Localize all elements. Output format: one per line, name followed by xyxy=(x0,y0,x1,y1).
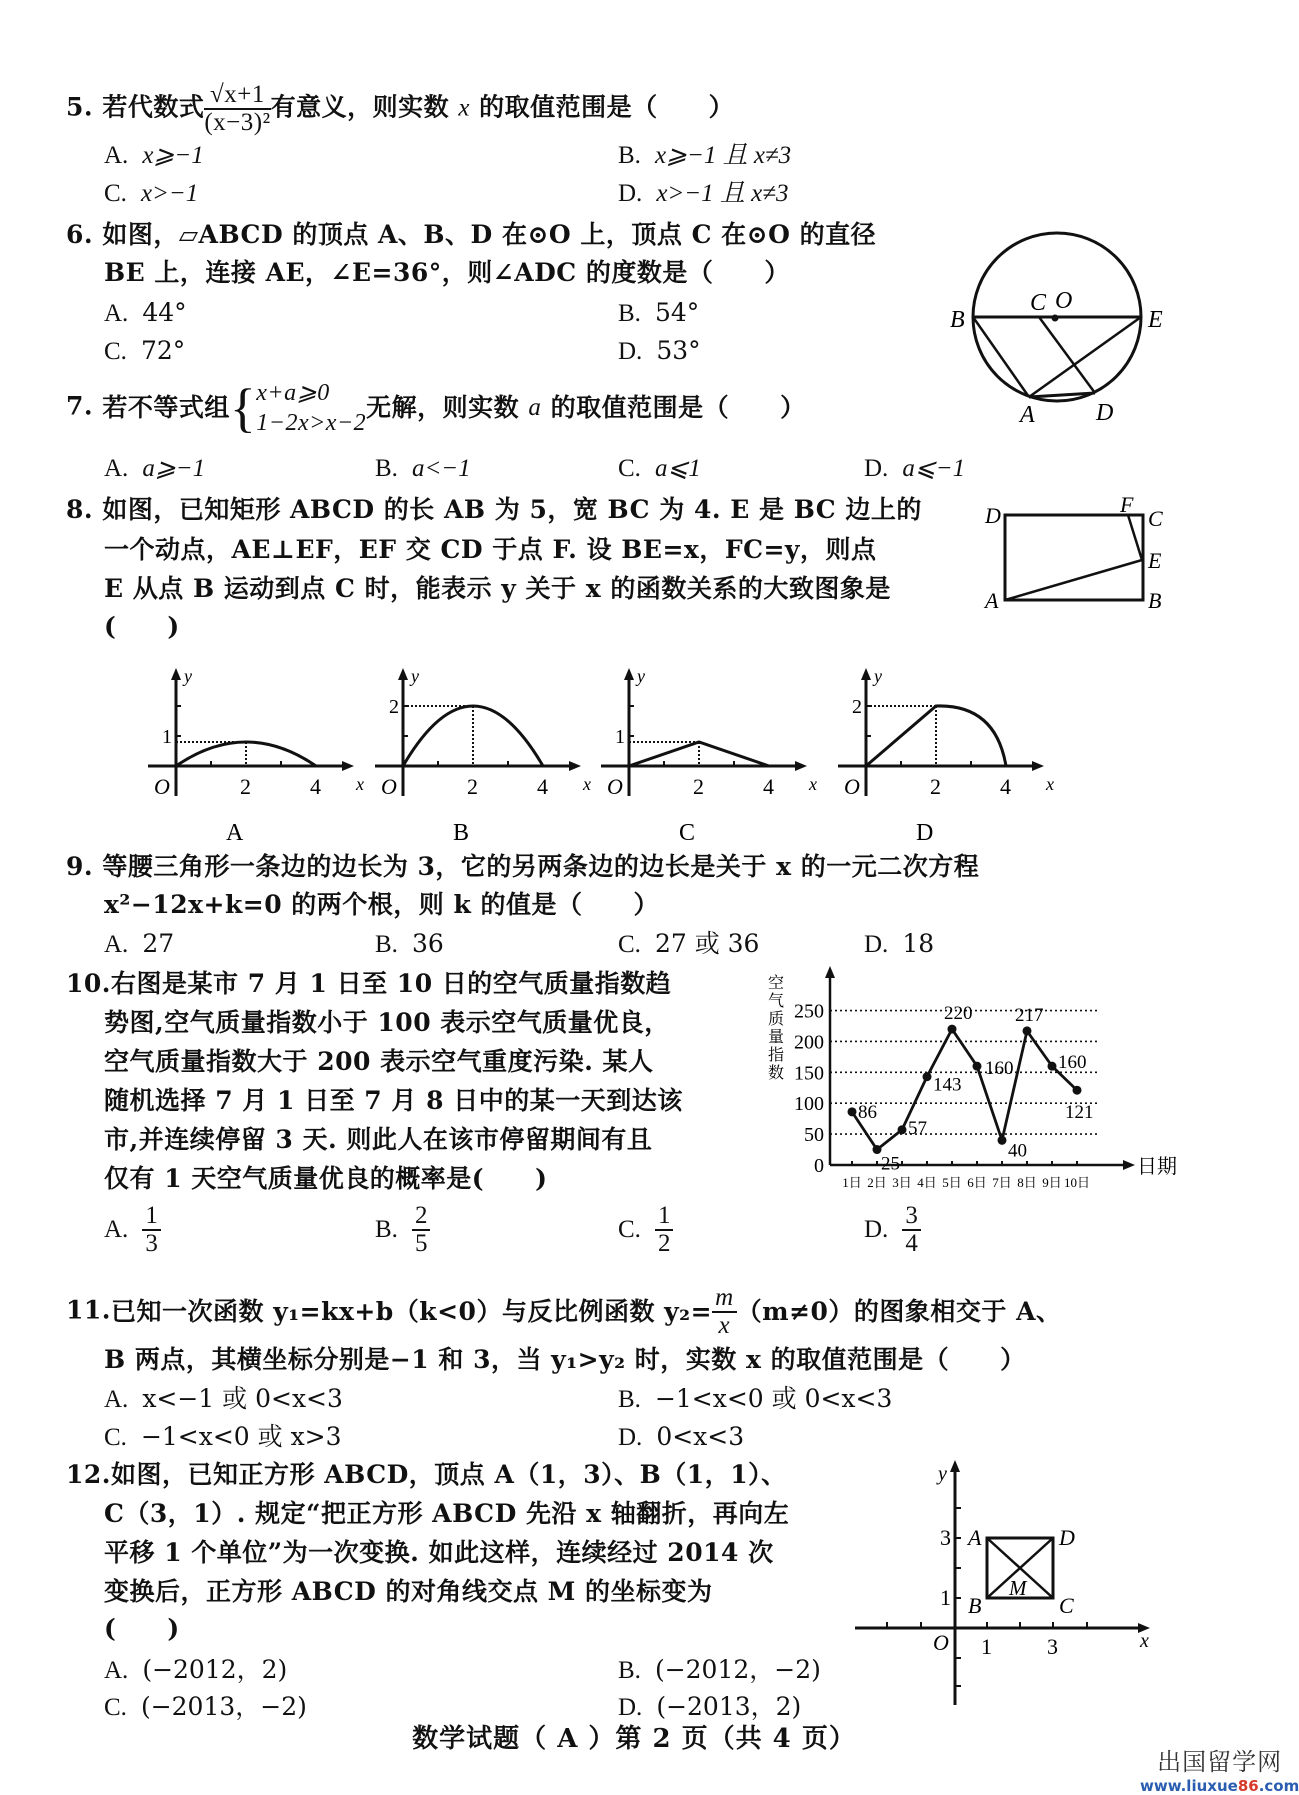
tick-label-x4: 4 xyxy=(310,774,321,799)
brace-icon: { xyxy=(229,378,257,438)
question-text: 有意义，则实数 xyxy=(270,92,450,122)
tick-label-origin: O xyxy=(607,774,623,799)
option-text: 27 或 36 xyxy=(654,929,760,958)
watermark-url-part: 86 xyxy=(1237,1777,1259,1795)
y-arrow-icon xyxy=(861,668,871,680)
option-text: x<−1 或 0<x<3 xyxy=(142,1384,343,1413)
data-label: 160 xyxy=(1058,1052,1087,1074)
option-graphs xyxy=(130,660,1110,850)
fraction-denominator: (x−3)² xyxy=(204,109,271,136)
option-b[interactable] xyxy=(375,1203,430,1257)
question-9 xyxy=(66,852,979,882)
option-label: C. xyxy=(104,1424,127,1451)
option-label: A. xyxy=(104,1216,129,1243)
x-tick-label: 5日 xyxy=(942,1175,962,1190)
option-label: B. xyxy=(618,1386,641,1413)
data-label: 143 xyxy=(933,1074,962,1096)
fraction-denominator: 2 xyxy=(657,1230,671,1257)
question-text: ( ) xyxy=(104,612,180,641)
graph-option-label: A xyxy=(226,820,244,846)
fraction xyxy=(142,1203,161,1257)
option-a[interactable] xyxy=(104,140,204,171)
option-text: 0<x<3 xyxy=(656,1422,745,1451)
option-label: B. xyxy=(375,931,398,958)
y-tick-label: 100 xyxy=(794,1093,824,1116)
option-label: D. xyxy=(618,338,643,365)
option-a[interactable] xyxy=(104,1655,287,1686)
data-point xyxy=(848,1107,857,1116)
watermark-url-part: www.liuxue xyxy=(1140,1777,1238,1795)
inequality-system xyxy=(230,378,366,438)
option-label: B. xyxy=(618,142,641,169)
question-text: BE 上，连接 AE，∠E=36°，则∠ADC 的度数是（ ） xyxy=(104,258,790,287)
x-tick-label: 1日 xyxy=(842,1175,862,1190)
tick-label-y3: 3 xyxy=(940,1525,951,1550)
option-b[interactable] xyxy=(618,1655,821,1686)
fraction-numerator: 3 xyxy=(902,1203,921,1231)
rectangle-figure xyxy=(985,492,1175,618)
graph-option-label: C xyxy=(679,820,696,846)
option-text: a⩽−1 xyxy=(902,455,966,482)
fraction-numerator: 1 xyxy=(142,1203,161,1231)
axis-label-y: y xyxy=(874,666,882,686)
option-b[interactable] xyxy=(618,1384,892,1415)
option-c[interactable] xyxy=(618,453,701,484)
graph-option-d xyxy=(838,666,1054,846)
option-text: −1<x<0 或 x>3 xyxy=(140,1422,342,1451)
tick-label-x4: 4 xyxy=(537,774,548,799)
question-text: 如图，已知矩形 ABCD 的长 AB 为 5，宽 BC 为 4. E 是 BC 边上的 xyxy=(102,495,922,524)
option-label: A. xyxy=(104,142,129,169)
option-text: a⩾−1 xyxy=(142,455,206,482)
option-d[interactable] xyxy=(864,453,965,484)
question-text: 变换后，正方形 ABCD 的对角线交点 M 的坐标变为 xyxy=(104,1577,713,1606)
question-number: 11. xyxy=(66,1295,111,1325)
label-d: D xyxy=(985,503,1001,528)
x-tick-label: 3日 xyxy=(892,1175,912,1190)
option-text: (−2013，2) xyxy=(656,1692,802,1721)
label-a: A xyxy=(1020,402,1035,428)
option-c[interactable] xyxy=(104,1422,342,1453)
question-text: 等腰三角形一条边的边长为 3，它的另两条边的边长是关于 x 的一元二次方程 xyxy=(102,852,980,881)
data-point xyxy=(973,1062,982,1071)
tick-label-x2: 2 xyxy=(693,774,704,799)
y-axis-label-char: 气 xyxy=(768,993,785,1010)
fraction-numerator: m xyxy=(712,1285,737,1313)
question-12 xyxy=(66,1460,787,1490)
question-text: B 两点，其横坐标分别是−1 和 3，当 y₁>y₂ 时，实数 x 的取值范围是（ ） xyxy=(104,1345,1026,1374)
fraction-denominator: 3 xyxy=(145,1230,158,1257)
label-e: E xyxy=(1148,548,1162,573)
tick-label-x1: 1 xyxy=(981,1634,992,1659)
fraction-numerator: 1 xyxy=(655,1203,674,1231)
option-label: C. xyxy=(104,180,127,207)
graph-option-a xyxy=(148,666,364,846)
y-tick-label: 0 xyxy=(814,1155,824,1177)
axis-label-x: x xyxy=(1140,1630,1149,1652)
option-a[interactable] xyxy=(104,453,205,484)
data-point xyxy=(1048,1062,1057,1071)
y-arrow-icon xyxy=(171,668,181,680)
question-text: 势图,空气质量指数小于 100 表示空气质量优良， xyxy=(104,1008,670,1037)
option-label: A. xyxy=(104,455,129,482)
label-d: D xyxy=(1096,400,1114,426)
question-number: 12. xyxy=(66,1460,111,1489)
option-text: 72° xyxy=(140,336,186,365)
aqi-line-chart xyxy=(760,962,1180,1202)
question-10 xyxy=(66,969,671,999)
axis-label-x: x xyxy=(356,774,364,794)
x-arrow-icon xyxy=(569,761,581,771)
watermark xyxy=(1140,1742,1299,1795)
label-o: O xyxy=(933,1630,949,1655)
series-line xyxy=(852,1029,1077,1149)
option-label: C. xyxy=(104,338,127,365)
page-footer: 数学试题（ A ）第 2 页（共 4 页） xyxy=(412,1724,856,1754)
option-label: C. xyxy=(618,455,641,482)
question-text: 随机选择 7 月 1 日至 7 月 8 日中的某一天到达该 xyxy=(104,1086,683,1115)
data-point xyxy=(948,1025,957,1034)
option-label: D. xyxy=(864,931,889,958)
question-text: 一个动点，AE⊥EF，EF 交 CD 于点 F. 设 BE=x，FC=y，则点 xyxy=(104,535,877,564)
question-text: 已知一次函数 y₁=kx+b（k<0）与反比例函数 y₂= xyxy=(111,1297,713,1326)
tick-label-x2: 2 xyxy=(930,774,941,799)
option-b[interactable] xyxy=(618,140,791,171)
question-8 xyxy=(66,495,922,525)
x-tick-label: 8日 xyxy=(1017,1175,1037,1190)
label-c: C xyxy=(1148,506,1163,531)
label-b: B xyxy=(1148,588,1162,613)
option-label: B. xyxy=(618,300,641,327)
question-7 xyxy=(66,378,806,438)
fraction xyxy=(655,1203,674,1257)
option-text: −1<x<0 或 0<x<3 xyxy=(654,1384,893,1413)
option-label: D. xyxy=(618,180,643,207)
x-tick-label: 4日 xyxy=(917,1175,937,1190)
option-label: B. xyxy=(618,1657,641,1684)
fraction-numerator: 2 xyxy=(412,1203,431,1231)
y-arrow-icon xyxy=(950,1460,960,1472)
y-arrow-icon xyxy=(624,668,634,680)
option-label: A. xyxy=(104,300,129,327)
inequality-row: 1−2x>x−2 xyxy=(256,410,367,436)
question-number: 6. xyxy=(66,220,94,249)
tick-label-y: 1 xyxy=(615,726,625,748)
label-b: B xyxy=(968,1593,982,1618)
question-text: 的取值范围是（ ） xyxy=(550,393,806,422)
option-a[interactable] xyxy=(104,1203,161,1257)
rectangle-abcd xyxy=(1005,515,1143,600)
option-c[interactable] xyxy=(104,178,198,209)
option-b[interactable] xyxy=(375,453,471,484)
question-number: 7. xyxy=(66,391,94,421)
tick-label-x2: 2 xyxy=(467,774,478,799)
label-b: B xyxy=(950,307,965,333)
tick-label-y: 1 xyxy=(162,726,172,748)
fraction-denominator: 5 xyxy=(414,1230,428,1257)
option-label: B. xyxy=(375,1216,398,1243)
x-tick-label: 7日 xyxy=(992,1175,1012,1190)
option-text: 53° xyxy=(656,336,701,365)
axis-label-x: x xyxy=(1046,774,1054,794)
variable: x xyxy=(458,94,470,122)
axis-label-y: y xyxy=(184,666,192,686)
data-label: 160 xyxy=(985,1058,1014,1080)
y-axis-label-char: 质 xyxy=(768,1011,785,1028)
question-number: 9. xyxy=(66,852,94,881)
tick-label-x4: 4 xyxy=(763,774,774,799)
label-a: A xyxy=(985,588,999,613)
question-text: 的取值范围是（ ） xyxy=(479,92,735,122)
y-tick-label: 200 xyxy=(794,1031,824,1054)
data-label: 217 xyxy=(1015,1004,1044,1026)
segment-ae xyxy=(1005,560,1142,600)
question-text: 空气质量指数大于 200 表示空气重度污染. 某人 xyxy=(104,1047,654,1076)
option-label: B. xyxy=(375,455,398,482)
option-text: a⩽1 xyxy=(654,455,701,482)
x-arrow-icon xyxy=(795,761,807,771)
option-text: x>−1 xyxy=(140,180,199,207)
axis-label-y: y xyxy=(411,666,419,686)
question-text: 右图是某市 7 月 1 日至 10 日的空气质量指数趋 xyxy=(111,969,672,998)
option-d[interactable] xyxy=(864,929,934,960)
center-point-o xyxy=(1052,315,1059,322)
label-c: C xyxy=(1059,1593,1074,1618)
label-d: D xyxy=(1059,1525,1075,1550)
y-axis-label-char: 指 xyxy=(768,1047,785,1064)
fraction-numerator: √x+1 xyxy=(204,82,270,110)
axis-label-x: x xyxy=(583,774,591,794)
option-d[interactable] xyxy=(618,336,701,367)
data-label: 25 xyxy=(881,1153,900,1175)
tick-label-origin: O xyxy=(154,774,170,799)
axis-label-x: x xyxy=(809,774,817,794)
y-axis-label-char: 量 xyxy=(768,1029,785,1046)
data-point xyxy=(1073,1086,1082,1095)
question-text: 无解，则实数 xyxy=(366,393,520,422)
data-point xyxy=(898,1125,907,1134)
question-6 xyxy=(66,220,876,250)
question-5 xyxy=(66,82,734,136)
option-c[interactable] xyxy=(618,929,759,960)
y-arrow-icon xyxy=(825,966,835,978)
option-label: A. xyxy=(104,1657,129,1684)
data-point xyxy=(998,1136,1007,1145)
option-d[interactable] xyxy=(618,1422,744,1453)
option-label: C. xyxy=(618,931,641,958)
y-axis-label xyxy=(768,974,784,1082)
graph-option-b xyxy=(375,666,591,846)
data-label: 220 xyxy=(944,1003,973,1025)
variable: a xyxy=(528,394,542,421)
option-text: x⩾−1 且 x≠3 xyxy=(654,142,792,169)
fraction xyxy=(412,1203,431,1257)
option-a[interactable] xyxy=(104,929,174,960)
x-tick-label: 9日 xyxy=(1042,1175,1062,1190)
question-text: 若不等式组 xyxy=(102,393,230,422)
label-o: O xyxy=(1055,288,1073,314)
data-label: 86 xyxy=(858,1101,877,1123)
segment-ba xyxy=(973,317,1029,397)
x-tick-label: 2日 xyxy=(867,1175,887,1190)
data-label: 121 xyxy=(1065,1102,1094,1124)
label-c: C xyxy=(1030,290,1047,316)
tick-label-x4: 4 xyxy=(1000,774,1011,799)
option-text: x>−1 且 x≠3 xyxy=(656,180,789,207)
option-text: x⩾−1 xyxy=(142,142,204,169)
tick-label-origin: O xyxy=(844,774,860,799)
question-text: C（3，1）. 规定“把正方形 ABCD 先沿 x 轴翻折，再向左 xyxy=(104,1499,790,1528)
question-text: （m≠0）的图象相交于 A、 xyxy=(736,1297,1062,1326)
y-axis-label-char: 数 xyxy=(768,1065,785,1082)
y-arrow-icon xyxy=(398,668,408,680)
question-text: 若代数式 xyxy=(102,92,205,122)
label-e: E xyxy=(1148,307,1163,333)
option-text: 54° xyxy=(654,298,700,327)
graph-option-c xyxy=(601,666,817,846)
graph-option-label: B xyxy=(453,820,470,846)
y-axis-label-char: 空 xyxy=(768,975,785,992)
axis-label-y: y xyxy=(637,666,645,686)
tick-label-y: 2 xyxy=(389,696,399,718)
question-text: E 从点 B 运动到点 C 时，能表示 y 关于 x 的函数关系的大致图象是 xyxy=(104,574,891,603)
option-text: 27 xyxy=(142,929,175,958)
question-number: 5. xyxy=(66,92,94,122)
option-c[interactable] xyxy=(104,336,185,367)
x-tick-label: 6日 xyxy=(967,1175,987,1190)
label-f: F xyxy=(1120,492,1134,517)
y-tick-label: 50 xyxy=(804,1124,824,1147)
y-tick-label: 250 xyxy=(794,1000,824,1023)
question-text: 如图，▱ABCD 的顶点 A、B、D 在⊙O 上，顶点 C 在⊙O 的直径 xyxy=(102,220,877,249)
option-text: (−2012，2) xyxy=(142,1655,288,1684)
segment-ae xyxy=(1029,317,1141,397)
watermark-title: 出国留学网 xyxy=(1157,1748,1283,1776)
option-text: 44° xyxy=(142,298,187,327)
option-text: 18 xyxy=(902,929,935,958)
y-tick-label: 150 xyxy=(794,1062,824,1085)
data-label: 40 xyxy=(1008,1140,1027,1162)
question-text: ( ) xyxy=(104,1614,180,1643)
x-arrow-icon xyxy=(342,761,354,771)
x-arrow-icon xyxy=(1032,761,1044,771)
option-a[interactable] xyxy=(104,1384,343,1415)
option-d[interactable] xyxy=(864,1203,921,1257)
graph-option-label: D xyxy=(916,820,934,846)
option-text: 36 xyxy=(411,929,444,958)
option-label: D. xyxy=(864,455,889,482)
fraction xyxy=(902,1203,921,1257)
option-b[interactable] xyxy=(618,298,699,329)
data-point xyxy=(923,1072,932,1081)
question-text: x²−12x+k=0 的两个根，则 k 的值是（ ） xyxy=(104,890,660,919)
option-label: A. xyxy=(104,931,129,958)
option-label: D. xyxy=(618,1694,643,1721)
option-c[interactable] xyxy=(618,1203,673,1257)
tick-label-y: 2 xyxy=(852,696,862,718)
axis-label-y: y xyxy=(938,1463,947,1485)
data-point xyxy=(1023,1026,1032,1035)
option-text: (−2012，−2) xyxy=(654,1655,821,1684)
question-number: 8. xyxy=(66,495,94,524)
label-m: M xyxy=(1009,1576,1027,1600)
x-tick-label: 10日 xyxy=(1063,1175,1091,1190)
fraction xyxy=(712,1285,737,1339)
fraction-denominator: x xyxy=(718,1312,731,1339)
question-number: 10. xyxy=(66,969,111,998)
option-a[interactable] xyxy=(104,298,187,329)
watermark-url-part: .com xyxy=(1258,1777,1299,1795)
data-label: 57 xyxy=(908,1117,927,1139)
inequality-row: x+a⩾0 xyxy=(256,380,330,406)
question-text: 如图，已知正方形 ABCD，顶点 A（1，3）、B（1，1）、 xyxy=(111,1460,787,1489)
option-label: D. xyxy=(864,1216,889,1243)
label-a: A xyxy=(968,1525,982,1550)
circle-figure xyxy=(950,215,1180,428)
question-text: 平移 1 个单位”为一次变换. 如此这样，连续经过 2014 次 xyxy=(104,1538,774,1567)
x-axis-label: 日期 xyxy=(1137,1156,1177,1178)
segment-ef xyxy=(1128,515,1142,560)
tick-label-x2: 2 xyxy=(240,774,251,799)
question-text: 市,并连续停留 3 天. 则此人在该市停留期间有且 xyxy=(104,1125,653,1154)
question-11 xyxy=(66,1285,1062,1339)
option-text: (−2013，−2) xyxy=(140,1692,307,1721)
tick-label-x3: 3 xyxy=(1047,1634,1058,1659)
coordinate-figure xyxy=(850,1455,1170,1715)
tick-label-origin: O xyxy=(381,774,397,799)
option-b[interactable] xyxy=(375,929,444,960)
watermark-url xyxy=(1140,1777,1299,1795)
option-text: a<−1 xyxy=(411,455,471,482)
fraction xyxy=(204,82,270,136)
tick-label-y1: 1 xyxy=(940,1585,951,1610)
question-text: 仅有 1 天空气质量优良的概率是( ) xyxy=(104,1164,548,1193)
x-arrow-icon xyxy=(1123,1160,1135,1170)
option-label: C. xyxy=(104,1694,127,1721)
fraction-denominator: 4 xyxy=(905,1230,918,1257)
option-d[interactable] xyxy=(618,178,788,209)
option-label: A. xyxy=(104,1386,129,1413)
option-label: D. xyxy=(618,1424,643,1451)
option-label: C. xyxy=(618,1216,641,1243)
